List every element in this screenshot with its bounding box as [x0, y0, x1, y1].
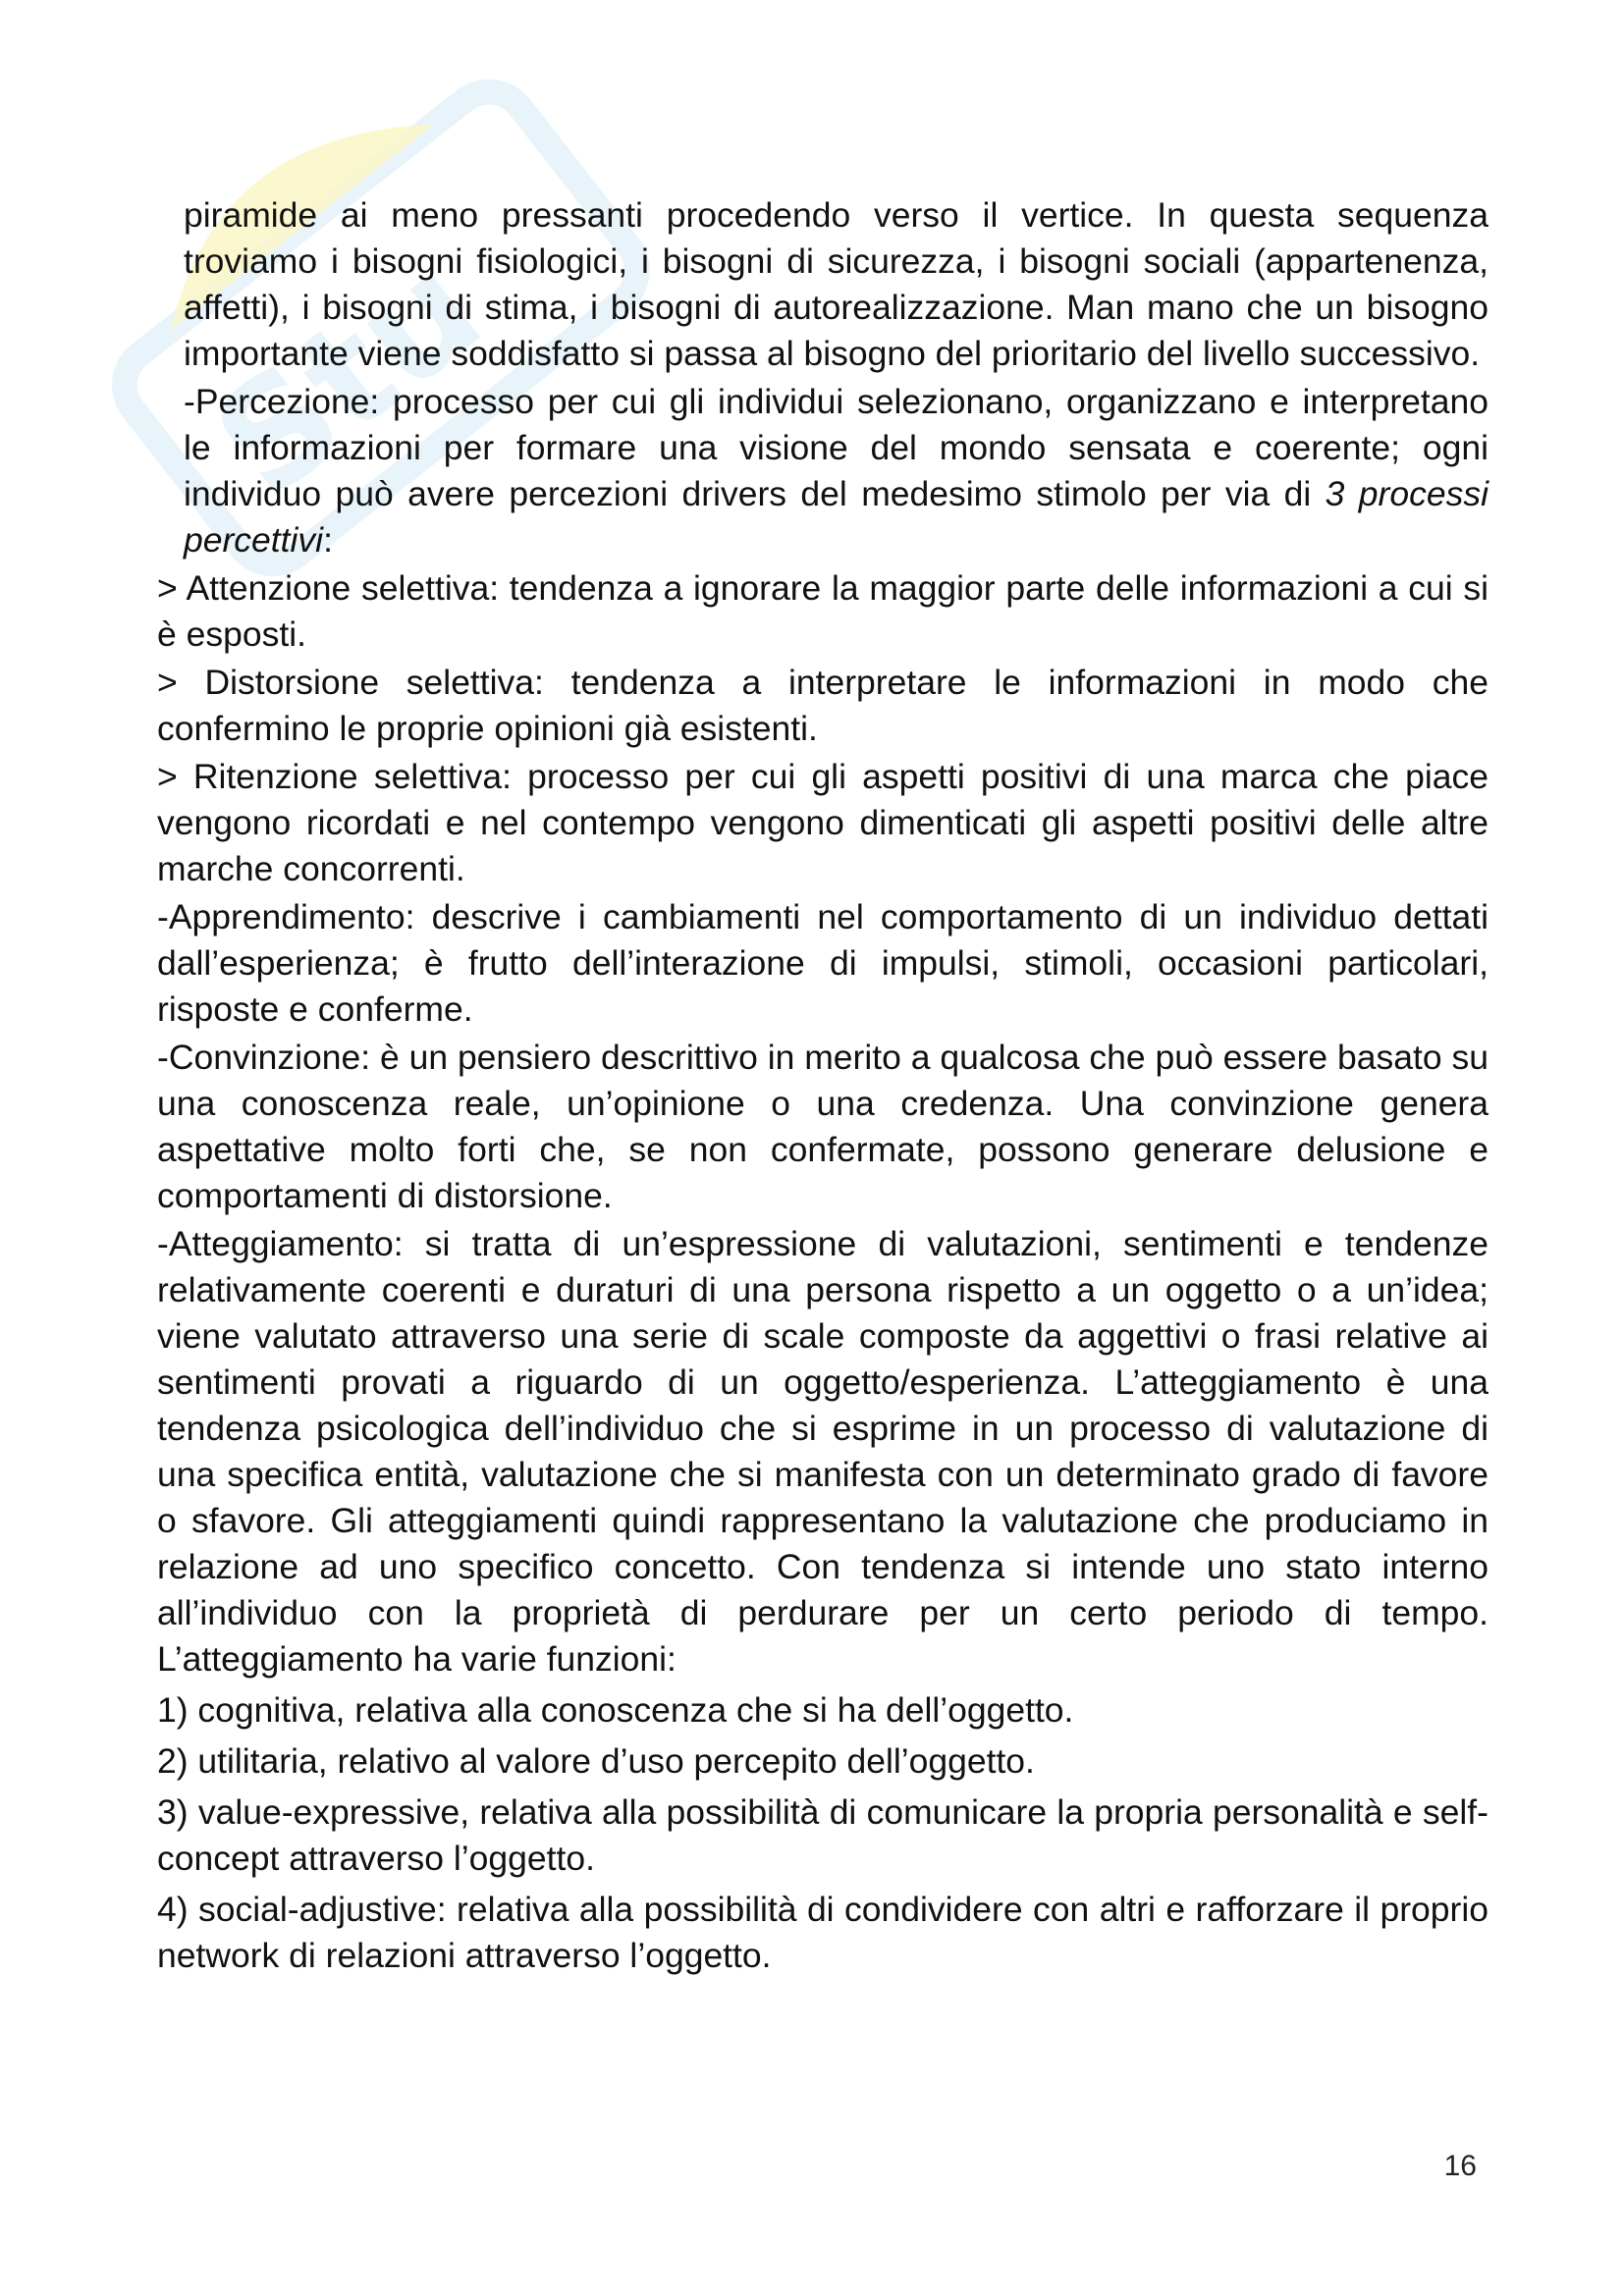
list-item-cognitiva: 1) cognitiva, relativa alla conoscenza che si ha dell’oggetto. [157, 1690, 1074, 1730]
document-body [157, 192, 1489, 1979]
percezione-colon: : [323, 520, 333, 560]
list-item-social-adjustive: 4) social-adjustive: relativa alla possibilità di condividere con altri e rafforzare il proprio network di relazioni attraverso l’oggetto. [157, 1890, 1489, 1975]
svg-text:Stu: Stu [185, 222, 513, 531]
paragraph-attenzione-selettiva: > Attenzione selettiva: tendenza a ignorare la maggior parte delle informazioni a cui si è esposti. [157, 568, 1489, 654]
paragraph-ritenzione-selettiva: > Ritenzione selettiva: processo per cui gli aspetti positivi di una marca che piace vengono ricordati e nel contempo vengono dimenticati gli aspetti positivi delle altre marche concorrenti. [157, 757, 1489, 888]
page-number: 16 [1443, 2150, 1477, 2182]
paragraph-convinzione: -Convinzione: è un pensiero descrittivo in merito a qualcosa che può essere basato su una conoscenza reale, un’opinione o una credenza. Una convinzione genera aspettative molto forti che, se non confermate, possono generare delusione e comportamenti di distorsione. [157, 1038, 1489, 1215]
percezione-text: -Percezione: processo per cui gli individui selezionano, organizzano e interpretano le informazioni per formare una visione del mondo sensata e coerente; ogni individuo può avere percezioni drivers del medesimo stimolo per via di [184, 382, 1489, 513]
paragraph-atteggiamento: -Atteggiamento: si tratta di un’espressione di valutazioni, sentimenti e tendenze relativamente coerenti e duraturi di una persona rispetto a un oggetto o a un’idea; viene valutato attraverso una serie di scale composte da aggettivi o frasi relative ai sentimenti provati a riguardo di un oggetto/esperienza. L’atteggiamento è una tendenza psicologica dell’individuo che si esprime in un processo di valutazione di una specifica entità, valutazione che si manifesta con un determinato grado di favore o sfavore. Gli atteggiamenti quindi rappresentano la valutazione che produciamo in relazione ad uno specifico concetto. Con tendenza si intende uno stato interno all’individuo con la proprietà di perdurare per un certo periodo di tempo. L’atteggiamento ha varie funzioni: [157, 1224, 1489, 1679]
paragraph-distorsione-selettiva: > Distorsione selettiva: tendenza a interpretare le informazioni in modo che confermino le proprie opinioni già esistenti. [157, 663, 1489, 748]
paragraph-maslow: piramide ai meno pressanti procedendo verso il vertice. In questa sequenza troviamo i bisogni fisiologici, i bisogni di sicurezza, i bisogni sociali (appartenenza, affetti), i bisogni di stima, i bisogni di autorealizzazione. Man mano che un bisogno importante viene soddisfatto si passa al bisogno del prioritario del livello successivo. [184, 195, 1489, 373]
list-item-value-expressive: 3) value-expressive, relativa alla possibilità di comunicare la propria personalità e self-concept attraverso l’oggetto. [157, 1792, 1489, 1878]
paragraph-percezione [157, 379, 1489, 563]
percezione-emphasis: 3 processi percettivi [184, 474, 1489, 560]
paragraph-apprendimento: -Apprendimento: descrive i cambiamenti nel comportamento di un individuo dettati dall’esperienza; è frutto dell’interazione di impulsi, stimoli, occasioni particolari, risposte e conferme. [157, 897, 1489, 1029]
list-item-utilitaria: 2) utilitaria, relativo al valore d’uso percepito dell’oggetto. [157, 1741, 1035, 1781]
